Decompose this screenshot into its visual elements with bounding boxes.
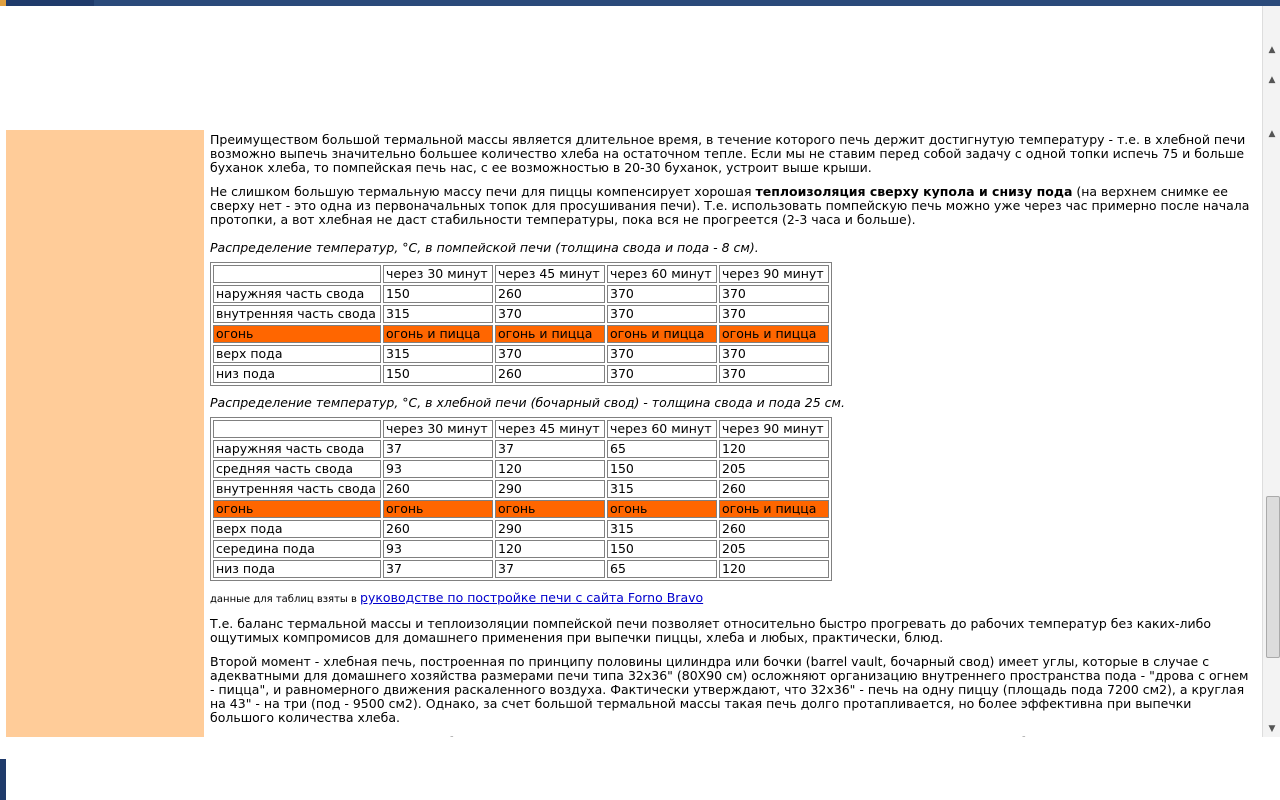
table-cell: 93 — [383, 460, 493, 478]
table-cell: огонь — [213, 325, 381, 343]
table-cell: огонь и пицца — [719, 500, 829, 518]
table-row — [213, 285, 829, 303]
scroll-up-icon[interactable]: ▲ — [1268, 75, 1276, 85]
table-cell: 37 — [383, 440, 493, 458]
table-row — [213, 460, 829, 478]
table-cell: огонь и пицца — [383, 325, 493, 343]
table-header-cell: через 90 минут — [719, 265, 829, 283]
table-row — [213, 325, 829, 343]
source-prefix: данные для таблиц взяты в — [210, 594, 361, 605]
table-cell: 370 — [719, 305, 829, 323]
table-cell: низ пода — [213, 560, 381, 578]
table1-caption: Распределение температур, °C, в помпейской печи (толщина свода и пода - 8 см). — [210, 240, 759, 255]
source-note — [210, 591, 1255, 607]
table-cell: огонь — [495, 500, 605, 518]
table-cell: 370 — [719, 365, 829, 383]
table-header-row — [213, 420, 829, 438]
table-cell: 150 — [607, 460, 717, 478]
intro-p2-bold: теплоизоляция сверху купола и снизу пода — [755, 184, 1073, 199]
table-row — [213, 305, 829, 323]
intro-p2-start: Не слишком большую термальную массу печи для пиццы компенсирует хорошая — [210, 184, 756, 199]
table-cell: 93 — [383, 540, 493, 558]
table-cell: 260 — [719, 480, 829, 498]
table-cell: 260 — [495, 285, 605, 303]
table-cell: 370 — [607, 365, 717, 383]
table-cell: 370 — [607, 305, 717, 323]
page-bottom-area — [0, 737, 1280, 800]
table-cell: низ пода — [213, 365, 381, 383]
left-sidebar — [6, 130, 204, 737]
table-row — [213, 540, 829, 558]
table-cell: 37 — [495, 560, 605, 578]
table-cell: 150 — [383, 365, 493, 383]
article-content — [210, 133, 1255, 735]
table-header-cell: через 90 минут — [719, 420, 829, 438]
table-cell: 120 — [495, 540, 605, 558]
table-cell: 315 — [607, 480, 717, 498]
page-header-area — [6, 6, 1262, 130]
bottom-left-edge — [0, 759, 6, 800]
table-cell: 290 — [495, 480, 605, 498]
table-cell: огонь и пицца — [495, 325, 605, 343]
intro-paragraph-2 — [210, 185, 1255, 227]
table-cell: внутренняя часть свода — [213, 480, 381, 498]
table-header-cell: через 60 минут — [607, 420, 717, 438]
table-cell: 370 — [607, 345, 717, 363]
table2-caption: Распределение температур, °C, в хлебной печи (бочарный свод) - толщина свода и пода 25 см. — [210, 395, 845, 410]
table-cell: 205 — [719, 460, 829, 478]
table-row — [213, 365, 829, 383]
pompeii-oven-temperature-table — [210, 262, 832, 386]
table-row — [213, 440, 829, 458]
table-cell: верх пода — [213, 520, 381, 538]
table-row — [213, 500, 829, 518]
table-header-cell: через 30 минут — [383, 420, 493, 438]
outro-paragraph-2: Второй момент - хлебная печь, построенная по принципу половины цилиндра или бочки (barrel vault, бочарный свод) имеет углы, которые в случае с адекватными для домашнего хозяйства размерами печи типа 32x36" (80X90 см) осложняют организацию внутреннего пространства пода - "дрова с огнем - пицца", и равномерного движения раскаленного воздуха. Фактически утверждают, что 32x36" - печь на одну пиццу (площадь пода 7200 см2), а круглая на 43" - на три (под - 9500 см2). Однако, за счет большой термальной массы такая печь долго протапливается, но более эффективна при выпечки большого количества хлеба. — [210, 654, 1249, 725]
table-header-cell — [213, 265, 381, 283]
table-header-cell: через 60 минут — [607, 265, 717, 283]
forno-bravo-guide-link[interactable]: руководстве по постройке печи с сайта Forno Bravo — [360, 590, 704, 605]
table-header-cell: через 30 минут — [383, 265, 493, 283]
table-cell: 260 — [383, 520, 493, 538]
table-cell: 315 — [383, 345, 493, 363]
table-cell: огонь — [213, 500, 381, 518]
table-cell: верх пода — [213, 345, 381, 363]
table-header-cell: через 45 минут — [495, 265, 605, 283]
table-cell: 370 — [719, 345, 829, 363]
table-row — [213, 560, 829, 578]
table-cell: 370 — [495, 305, 605, 323]
table-header-row — [213, 265, 829, 283]
table-cell: 260 — [383, 480, 493, 498]
scroll-up-icon[interactable]: ▲ — [1268, 129, 1276, 139]
table-cell: 315 — [383, 305, 493, 323]
table-cell: 120 — [495, 460, 605, 478]
table-cell: огонь — [383, 500, 493, 518]
intro-p2-end: (на верхнем снимке ее сверху нет - это одна из первоначальных топок для просушивания печи). Т.е. использовать помпейскую печь можно уже через час примерно после начала протопки, а вот хлебная не даст стабильности температуры, пока вся не прогреется (2-3 часа и больше). — [210, 184, 1250, 227]
table-row — [213, 345, 829, 363]
table-cell: огонь и пицца — [719, 325, 829, 343]
scroll-up-icon[interactable]: ▲ — [1268, 45, 1276, 55]
vertical-scrollbar[interactable] — [1262, 6, 1280, 737]
table-cell: 260 — [495, 365, 605, 383]
table-cell: 37 — [383, 560, 493, 578]
scroll-down-icon[interactable]: ▼ — [1268, 724, 1276, 734]
table-cell: внутренняя часть свода — [213, 305, 381, 323]
table-cell: середина пода — [213, 540, 381, 558]
table-cell: наружняя часть свода — [213, 285, 381, 303]
table-cell: огонь и пицца — [607, 325, 717, 343]
table-row — [213, 480, 829, 498]
table-cell: 260 — [719, 520, 829, 538]
outro-paragraph-1: Т.е. баланс термальной массы и теплоизоляции помпейской печи позволяет относительно быстро прогревать до рабочих температур без каких-либо ощутимых компромисов для домашнего применения при выпечки пиццы, хлеба и любых, практически, блюд. — [210, 616, 1212, 645]
table-cell: 65 — [607, 440, 717, 458]
scrollbar-thumb[interactable] — [1266, 496, 1280, 658]
table-row — [213, 520, 829, 538]
table-cell: 37 — [495, 440, 605, 458]
table-cell: 370 — [607, 285, 717, 303]
table-cell: огонь — [607, 500, 717, 518]
table-cell: 315 — [607, 520, 717, 538]
table-cell: средняя часть свода — [213, 460, 381, 478]
table-cell: 290 — [495, 520, 605, 538]
intro-paragraph-1: Преимуществом большой термальной массы является длительное время, в течение которого печь держит достигнутую температуру - т.е. в хлебной печи возможно выпечь значительно большее количество хлеба на остаточном тепле. Если мы не ставим перед собой задачу с одной топки испечь 75 и больше буханок хлеба, то помпейская печь нас, с ее возможностью в 20-30 буханок, устроит выше крыши. — [210, 132, 1246, 175]
table-cell: наружняя часть свода — [213, 440, 381, 458]
table-cell: 120 — [719, 440, 829, 458]
table-cell: 150 — [607, 540, 717, 558]
table-cell: 65 — [607, 560, 717, 578]
table-cell: 370 — [719, 285, 829, 303]
table-cell: 370 — [495, 345, 605, 363]
table-header-cell: через 45 минут — [495, 420, 605, 438]
table-cell: 150 — [383, 285, 493, 303]
table-header-cell — [213, 420, 381, 438]
table-cell: 120 — [719, 560, 829, 578]
table-cell: 205 — [719, 540, 829, 558]
bread-oven-temperature-table — [210, 417, 832, 581]
